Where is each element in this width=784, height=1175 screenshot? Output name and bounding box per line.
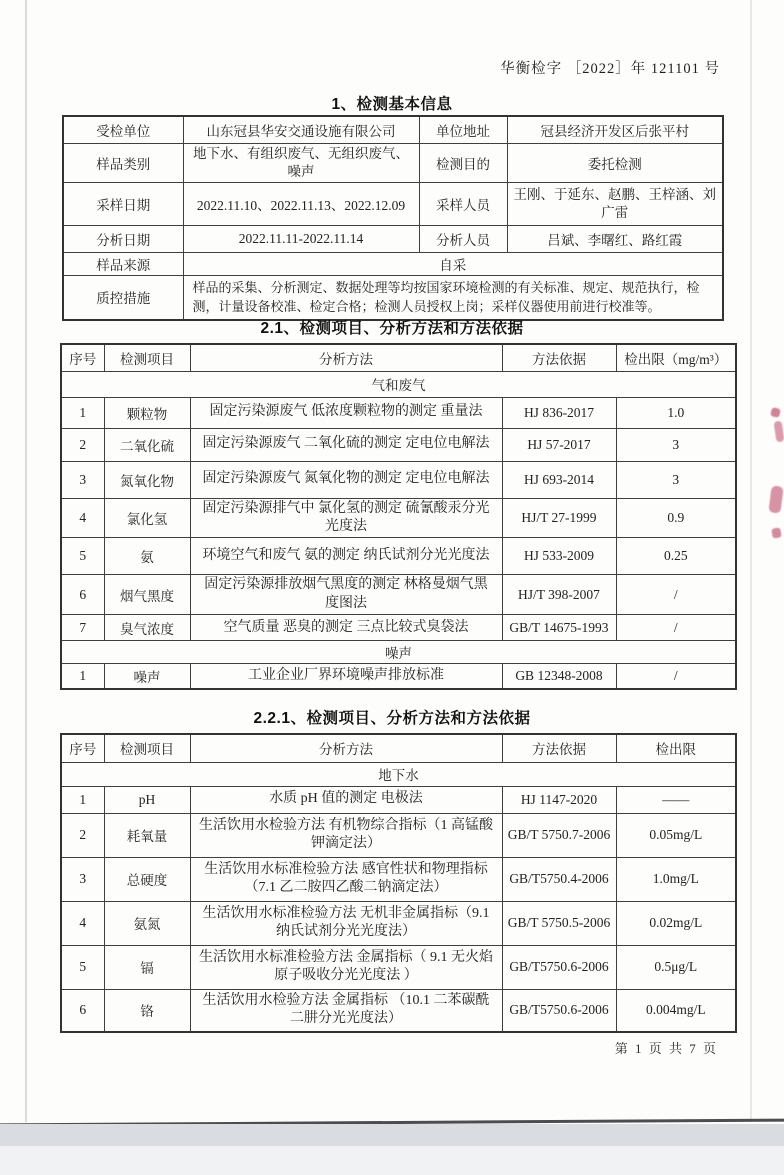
header-basis: 方法依据 <box>502 734 616 762</box>
method-cell: 固定污染源排气中 氯化氢的测定 硫氰酸汞分光光度法 <box>190 498 502 538</box>
seq-cell: 4 <box>61 498 104 538</box>
table-row <box>61 428 736 461</box>
red-stamp-fragment-1 <box>770 407 781 418</box>
method-cell: 生活饮用水标准检验方法 感官性状和物理指标 （7.1 乙二胺四乙酸二钠滴定法） <box>190 857 502 901</box>
group-header-row <box>61 641 736 664</box>
limit-cell: 3 <box>616 461 736 498</box>
value-cell: 山东冠县华安交通设施有限公司 <box>183 116 419 143</box>
label-cell: 质控措施 <box>63 275 183 320</box>
label-cell: 样品来源 <box>63 252 183 275</box>
basis-cell: GB/T 5750.5-2006 <box>502 901 616 945</box>
value-cell: 2022.11.10、2022.11.13、2022.12.09 <box>183 182 419 225</box>
section-title-basic-info: 1、检测基本信息 <box>331 96 453 113</box>
label-cell: 分析人员 <box>419 225 507 252</box>
section-title-methods-gas: 2.1、检测项目、分析方法和方法依据 <box>260 320 524 337</box>
page-edge-line <box>750 0 752 1120</box>
label-cell: 受检单位 <box>63 116 183 143</box>
basis-cell: HJ/T 27-1999 <box>502 498 616 538</box>
scan-background-band <box>0 1124 784 1146</box>
table-row <box>61 615 736 641</box>
table-row <box>61 575 736 615</box>
seq-cell: 6 <box>61 575 104 615</box>
table-row <box>61 813 736 857</box>
header-item: 检测项目 <box>104 734 190 762</box>
basis-cell: HJ 533-2009 <box>502 538 616 575</box>
table-row <box>61 989 736 1032</box>
basis-cell: HJ/T 398-2007 <box>502 575 616 615</box>
value-cell: 样品的采集、分析测定、数据处理等均按国家环境检测的有关标准、规定、规范执行，检测，计量设备校准、检定合格；检测人员授权上岗；采样仪器使用前进行校准等。 <box>183 275 723 320</box>
method-cell: 水质 pH 值的测定 电极法 <box>190 786 502 813</box>
method-cell: 固定污染源废气 氮氧化物的测定 定电位电解法 <box>190 461 502 498</box>
item-cell: 噪声 <box>104 664 190 689</box>
header-seq: 序号 <box>61 734 104 762</box>
table-row <box>61 786 736 813</box>
basis-cell: GB/T5750.4-2006 <box>502 857 616 901</box>
value-cell: 2022.11.11-2022.11.14 <box>183 225 419 252</box>
doc-number: 华衡检字 ［2022］年 121101 号 <box>500 61 720 77</box>
value-cell: 自采 <box>183 252 723 275</box>
table-row <box>61 461 736 498</box>
groundwater-method-table <box>60 733 737 1033</box>
table-header-row <box>61 344 736 371</box>
group-header-row <box>61 371 736 397</box>
group-label: 噪声 <box>61 641 736 664</box>
item-cell: 铬 <box>104 989 190 1032</box>
seq-cell: 1 <box>61 397 104 428</box>
method-cell: 固定污染源排放烟气黑度的测定 林格曼烟气黑度图法 <box>190 575 502 615</box>
seq-cell: 7 <box>61 615 104 641</box>
header-basis: 方法依据 <box>502 344 616 371</box>
basis-cell: GB/T5750.6-2006 <box>502 945 616 989</box>
value-cell: 王刚、于延东、赵鹏、王梓涵、刘广雷 <box>507 182 723 225</box>
red-stamp-fragment-4 <box>771 527 782 538</box>
item-cell: 镉 <box>104 945 190 989</box>
table-row <box>63 116 723 143</box>
method-cell: 固定污染源废气 二氧化硫的测定 定电位电解法 <box>190 428 502 461</box>
table-row <box>63 275 723 320</box>
limit-cell: 0.004mg/L <box>616 989 736 1032</box>
item-cell: 颗粒物 <box>104 397 190 428</box>
gas-method-table <box>60 343 737 690</box>
seq-cell: 3 <box>61 461 104 498</box>
table-row <box>61 664 736 689</box>
basis-cell: HJ 693-2014 <box>502 461 616 498</box>
limit-cell: —— <box>616 786 736 813</box>
label-cell: 采样日期 <box>63 182 183 225</box>
page-number: 第 1 页 共 7 页 <box>614 1041 718 1056</box>
item-cell: 耗氧量 <box>104 813 190 857</box>
seq-cell: 5 <box>61 945 104 989</box>
table-row <box>61 498 736 538</box>
item-cell: 总硬度 <box>104 857 190 901</box>
table-row <box>61 945 736 989</box>
limit-cell: / <box>616 664 736 689</box>
limit-cell: / <box>616 575 736 615</box>
label-cell: 分析日期 <box>63 225 183 252</box>
label-cell: 样品类别 <box>63 143 183 182</box>
scan-background-tail <box>0 1146 784 1175</box>
limit-cell: 1.0mg/L <box>616 857 736 901</box>
limit-cell: 0.05mg/L <box>616 813 736 857</box>
limit-cell: 0.25 <box>616 538 736 575</box>
value-cell: 吕斌、李曙红、路红霞 <box>507 225 723 252</box>
section-title-methods-water: 2.2.1、检测项目、分析方法和方法依据 <box>253 710 531 727</box>
table-row <box>61 857 736 901</box>
table-row <box>63 182 723 225</box>
limit-cell: 0.5μg/L <box>616 945 736 989</box>
item-cell: 氯化氢 <box>104 498 190 538</box>
basis-cell: HJ 1147-2020 <box>502 786 616 813</box>
seq-cell: 1 <box>61 786 104 813</box>
method-cell: 生活饮用水标准检验方法 金属指标（ 9.1 无火焰原子吸收分光光度法 ） <box>190 945 502 989</box>
table-header-row <box>61 734 736 762</box>
seq-cell: 6 <box>61 989 104 1032</box>
table-row <box>61 397 736 428</box>
group-header-row <box>61 762 736 786</box>
basis-cell: GB 12348-2008 <box>502 664 616 689</box>
basis-cell: GB/T5750.6-2006 <box>502 989 616 1032</box>
seq-cell: 2 <box>61 813 104 857</box>
header-method: 分析方法 <box>190 344 502 371</box>
page-fold-line <box>25 0 27 1122</box>
seq-cell: 2 <box>61 428 104 461</box>
header-method: 分析方法 <box>190 734 502 762</box>
table-row <box>61 901 736 945</box>
value-cell: 冠县经济开发区后张平村 <box>507 116 723 143</box>
basis-cell: HJ 836-2017 <box>502 397 616 428</box>
basis-cell: GB/T 14675-1993 <box>502 615 616 641</box>
seq-cell: 1 <box>61 664 104 689</box>
label-cell: 单位地址 <box>419 116 507 143</box>
item-cell: 氨 <box>104 538 190 575</box>
method-cell: 环境空气和废气 氨的测定 纳氏试剂分光光度法 <box>190 538 502 575</box>
item-cell: 臭气浓度 <box>104 615 190 641</box>
value-cell: 委托检测 <box>507 143 723 182</box>
group-label: 气和废气 <box>61 371 736 397</box>
basis-cell: HJ 57-2017 <box>502 428 616 461</box>
item-cell: 氨氮 <box>104 901 190 945</box>
header-item: 检测项目 <box>104 344 190 371</box>
red-stamp-fragment-2 <box>774 421 784 443</box>
limit-cell: 0.9 <box>616 498 736 538</box>
item-cell: 二氧化硫 <box>104 428 190 461</box>
item-cell: pH <box>104 786 190 813</box>
limit-cell: 1.0 <box>616 397 736 428</box>
value-cell: 地下水、有组织废气、无组织废气、噪声 <box>183 143 419 182</box>
table-row <box>61 538 736 575</box>
item-cell: 烟气黑度 <box>104 575 190 615</box>
seq-cell: 5 <box>61 538 104 575</box>
method-cell: 工业企业厂界环境噪声排放标准 <box>190 664 502 689</box>
method-cell: 空气质量 恶臭的测定 三点比较式臭袋法 <box>190 615 502 641</box>
seq-cell: 3 <box>61 857 104 901</box>
method-cell: 生活饮用水检验方法 金属指标 （10.1 二苯碳酰二肼分光光度法） <box>190 989 502 1032</box>
item-cell: 氮氧化物 <box>104 461 190 498</box>
seq-cell: 4 <box>61 901 104 945</box>
label-cell: 采样人员 <box>419 182 507 225</box>
basis-cell: GB/T 5750.7-2006 <box>502 813 616 857</box>
table-row <box>63 252 723 275</box>
header-limit: 检出限 <box>616 734 736 762</box>
label-cell: 检测目的 <box>419 143 507 182</box>
header-limit: 检出限（mg/m³） <box>616 344 736 371</box>
limit-cell: 0.02mg/L <box>616 901 736 945</box>
method-cell: 生活饮用水检验方法 有机物综合指标（1 高锰酸钾滴定法） <box>190 813 502 857</box>
method-cell: 固定污染源废气 低浓度颗粒物的测定 重量法 <box>190 397 502 428</box>
basic-info-table <box>62 115 724 321</box>
method-cell: 生活饮用水标准检验方法 无机非金属指标（9.1 纳氏试剂分光光度法） <box>190 901 502 945</box>
limit-cell: / <box>616 615 736 641</box>
red-stamp-fragment-3 <box>768 485 783 513</box>
group-label: 地下水 <box>61 762 736 786</box>
limit-cell: 3 <box>616 428 736 461</box>
header-seq: 序号 <box>61 344 104 371</box>
table-row <box>63 143 723 182</box>
table-row <box>63 225 723 252</box>
